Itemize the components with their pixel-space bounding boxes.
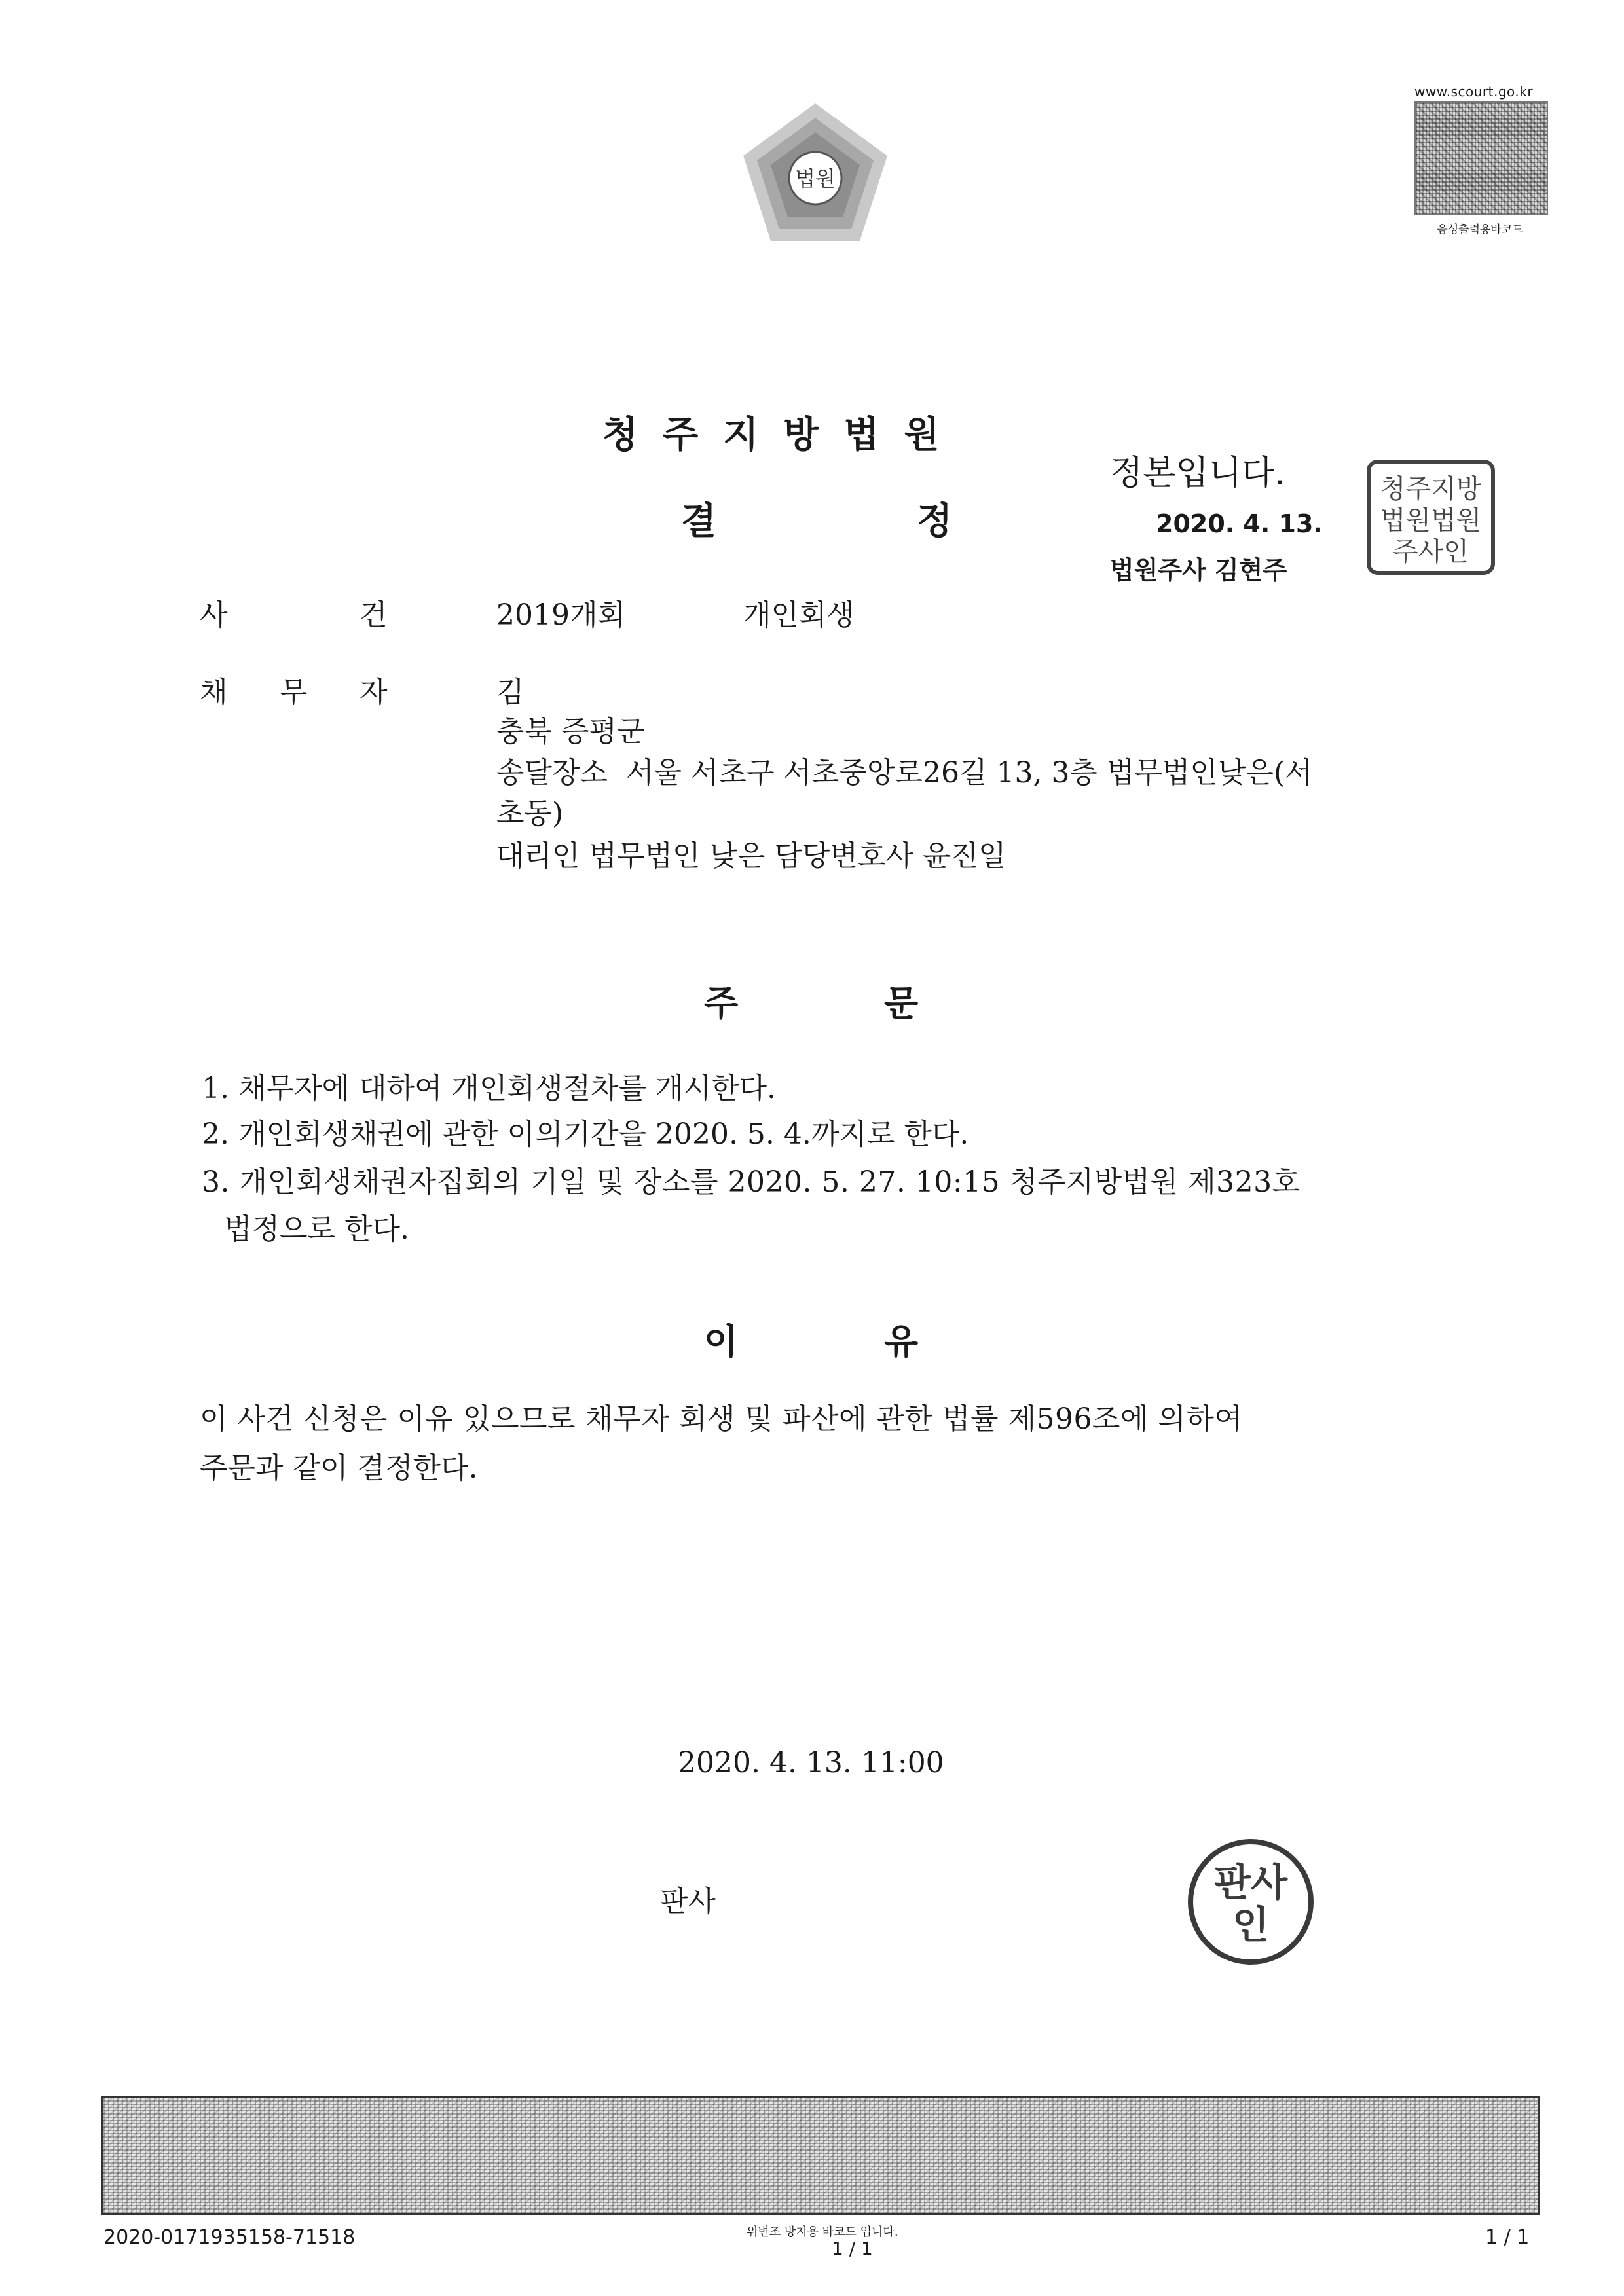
- page-indicator-right: 1 / 1: [1485, 2226, 1530, 2249]
- order-item-1: 1. 채무자에 대하여 개인회생절차를 개시한다.: [202, 1072, 776, 1105]
- clerk-seal-line-2: 법원법원: [1380, 505, 1482, 536]
- court-emblem-text: 법원: [795, 166, 836, 191]
- debtor-label: 채 무 자: [200, 676, 388, 709]
- debtor-name: 김: [496, 676, 525, 709]
- case-number: 2019개회: [496, 598, 625, 632]
- judge-seal-line-2: 인: [1232, 1903, 1270, 1947]
- certification-title: 정본입니다.: [1110, 454, 1285, 493]
- document-type-char-2: 정: [917, 500, 953, 543]
- clerk-seal-stamp: [1365, 458, 1496, 576]
- document-type-char-1: 결: [681, 500, 717, 543]
- case-type: 개인회생: [743, 598, 855, 632]
- reason-heading-char-1: 이: [704, 1321, 739, 1362]
- reason-line-1: 이 사건 신청은 이유 있으므로 채무자 회생 및 파산에 관한 법률 제596조에 의하여: [200, 1402, 1243, 1436]
- order-item-3-continuation: 법정으로 한다.: [224, 1212, 409, 1246]
- judge-label: 판사: [660, 1885, 716, 1918]
- clerk-seal-line-1: 청주지방: [1380, 474, 1482, 504]
- clerk-seal-line-3: 주사인: [1393, 537, 1469, 567]
- document-number: 2020-0171935158-71518: [103, 2226, 356, 2249]
- order-item-2: 2. 개인회생채권에 관한 이의기간을 2020. 5. 4.까지로 한다.: [202, 1118, 969, 1151]
- reason-line-2: 주문과 같이 결정한다.: [200, 1451, 478, 1485]
- service-address-line-2: 초동): [496, 797, 564, 830]
- certification-date: 2020. 4. 13.: [1156, 509, 1323, 538]
- certification-clerk: 법원주사 김현주: [1110, 556, 1287, 585]
- court-emblem-icon: [733, 98, 897, 262]
- decision-datetime: 2020. 4. 13. 11:00: [678, 1746, 944, 1779]
- order-heading-char-2: 문: [884, 983, 919, 1024]
- order-heading-char-1: 주: [704, 983, 739, 1024]
- judge-seal-stamp: [1185, 1836, 1316, 1967]
- case-label: 사 건: [200, 598, 388, 632]
- court-name: 청주지방법원: [602, 414, 965, 456]
- agent: 대리인 법무법인 낮은 담당변호사 윤진일: [496, 839, 1006, 873]
- reason-heading-char-2: 유: [884, 1321, 919, 1362]
- barcode-label: 음성출력용바코드: [1437, 223, 1523, 236]
- judge-seal-line-1: 판사: [1213, 1860, 1288, 1904]
- order-item-3: 3. 개인회생채권자집회의 기일 및 장소를 2020. 5. 27. 10:15 청주지방법원 제323호: [202, 1165, 1301, 1199]
- page-indicator-center: 1 / 1: [832, 2238, 873, 2259]
- barcode-url: www.scourt.go.kr: [1414, 84, 1534, 100]
- voice-output-barcode: [1414, 101, 1548, 215]
- anti-forgery-barcode: [101, 2096, 1540, 2215]
- debtor-address: 충북 증평군: [496, 715, 645, 748]
- service-address-line-1: 송달장소 서울 서초구 서초중앙로26길 13, 3층 법무법인낮은(서: [496, 756, 1313, 790]
- barcode-note: 위변조 방지용 바코드 입니다.: [747, 2225, 898, 2239]
